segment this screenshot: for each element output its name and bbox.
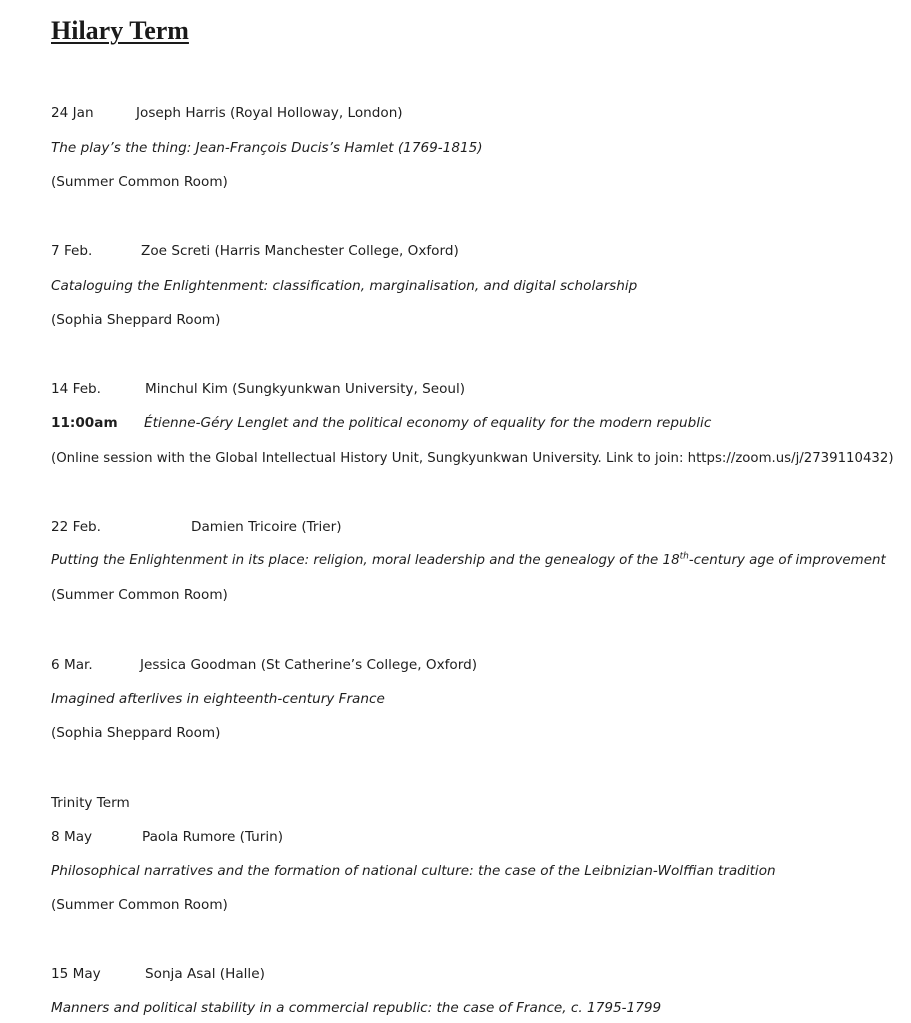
- event-title-text-end: -century age of improvement: [688, 553, 886, 568]
- event-location: (Summer Common Room): [51, 587, 228, 603]
- event-speaker-line: [51, 380, 465, 398]
- event-title-superscript: th: [679, 551, 689, 562]
- event-title-line: [51, 414, 711, 432]
- event-title-text: Putting the Enlightenment in its place: religion, moral leadership and the genealogy of the 18: [51, 553, 680, 568]
- event-speaker: Sonja Asal (Halle): [145, 966, 265, 982]
- term-heading: Hilary Term: [51, 16, 189, 45]
- event-speaker: Damien Tricoire (Trier): [191, 519, 342, 535]
- event-date: 7 Feb.: [51, 243, 93, 259]
- event-speaker: Joseph Harris (Royal Holloway, London): [136, 105, 403, 121]
- event-speaker-line: [51, 656, 477, 674]
- event-speaker-line: [51, 242, 459, 260]
- event-date: 14 Feb.: [51, 381, 102, 397]
- event-date: 8 May: [51, 829, 93, 845]
- event-speaker-line: [51, 965, 265, 983]
- event-time: 11:00am: [51, 415, 118, 431]
- event-speaker: Paola Rumore (Turin): [142, 829, 284, 845]
- event-title: Cataloguing the Enlightenment: classification, marginalisation, and digital scholarship: [51, 278, 638, 294]
- event-speaker: Jessica Goodman (St Catherine’s College, Oxford): [140, 657, 478, 673]
- event-title: The play’s the thing: Jean-François Ducis’s Hamlet (1769-1815): [51, 140, 483, 156]
- event-speaker-line: [51, 104, 403, 122]
- event-location: (Summer Common Room): [51, 174, 228, 190]
- event-speaker-line: [51, 518, 342, 536]
- subterm-heading: Trinity Term: [51, 795, 130, 811]
- event-location: (Sophia Sheppard Room): [51, 312, 221, 328]
- event-speaker: Zoe Screti (Harris Manchester College, Oxford): [141, 243, 459, 259]
- event-date: 24 Jan: [51, 105, 94, 121]
- event-location: (Online session with the Global Intellectual History Unit, Sungkyunkwan University. Link to join: https://zoom.us/j/2739110432): [51, 451, 894, 466]
- event-title: Étienne-Géry Lenglet and the political economy of equality for the modern republic: [144, 415, 712, 431]
- event-date: 22 Feb.: [51, 519, 102, 535]
- event-title: Imagined afterlives in eighteenth-century France: [51, 691, 385, 707]
- event-location: (Sophia Sheppard Room): [51, 725, 221, 741]
- event-speaker-line: [51, 828, 283, 846]
- event-title: Manners and political stability in a commercial republic: the case of France, c. 1795-1799: [51, 1000, 662, 1016]
- event-date: 15 May: [51, 966, 101, 982]
- event-title: [51, 552, 886, 570]
- event-speaker: Minchul Kim (Sungkyunkwan University, Seoul): [145, 381, 466, 397]
- event-date: 6 Mar.: [51, 657, 93, 673]
- event-location: (Summer Common Room): [51, 897, 228, 913]
- event-title: Philosophical narratives and the formation of national culture: the case of the Leibnizian-Wolffian tradition: [51, 863, 776, 879]
